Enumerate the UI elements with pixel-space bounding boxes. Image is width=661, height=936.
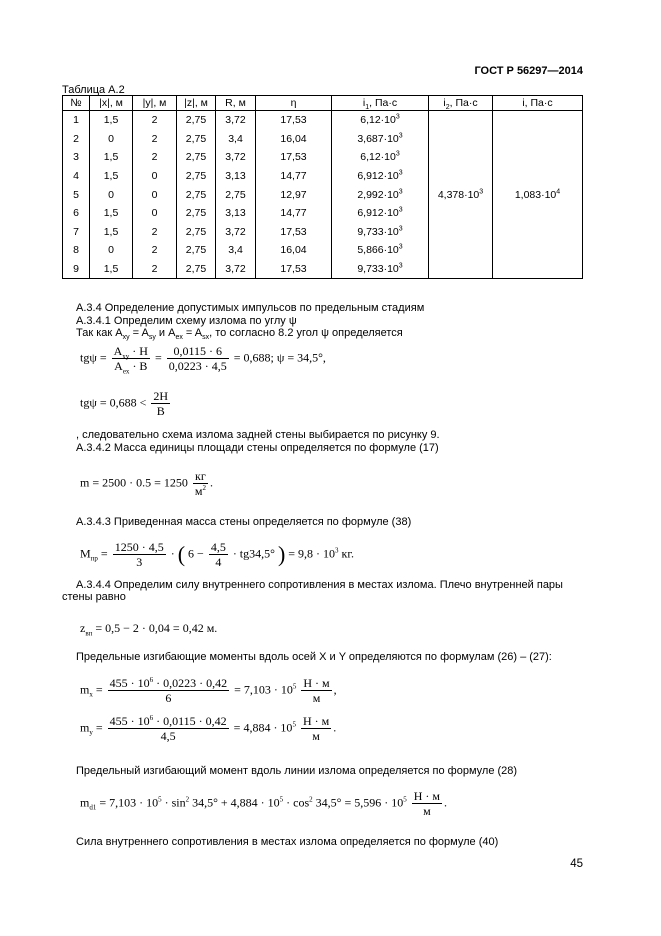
formula-tgpsi-compare: tgψ = 0,688 < $\frac{2H}{B}$ [80, 389, 169, 418]
table-cell: 2,75 [177, 223, 216, 242]
conclusion-text: , следовательно схема излома задней стены выбирается по рисунку 9. [76, 429, 440, 441]
section-a-3-4-2: А.3.4.2 Масса единицы площади стены определяется по формуле (17) [76, 442, 439, 454]
table-cell-i1: $2,992\cdot 10^3$ [332, 185, 429, 204]
table-cell-i1: $6,912\cdot 10^3$ [332, 204, 429, 223]
table-cell: 1,5 [90, 111, 133, 130]
document-id: ГОСТ Р 56297—2014 [474, 65, 583, 77]
table-cell: 7 [63, 223, 90, 242]
table-cell: 2 [133, 241, 177, 260]
table-cell: 3,4 [216, 241, 256, 260]
table-cell: 1,5 [90, 167, 133, 186]
table-cell-i1: $6,912\cdot 10^3$ [332, 167, 429, 186]
force-intro: Сила внутреннего сопротивления в местах излома определяется по формуле (40) [76, 836, 499, 848]
table-cell: 3 [63, 148, 90, 167]
table-cell: 2,75 [177, 260, 216, 279]
table-cell-i: $1,083\cdot 10^4$ [493, 111, 583, 279]
table-cell-i2: $4,378\cdot 10^3$ [429, 111, 493, 279]
table-cell: 17,53 [256, 260, 332, 279]
table-cell: 2,75 [177, 241, 216, 260]
formula-mass: m = 2500 · 0.5 = 1250 $\frac{кг}{м^2}$ . [80, 469, 213, 498]
section-a-3-4-4-cont: стены равно [62, 591, 126, 603]
table-cell: 16,04 [256, 130, 332, 149]
formula-my: $m_y$ = $\frac{455 \cdot 10^6 \cdot 0,0115 \cdot 0,42}{4,5}$ = $4,884 \cdot 10^5$ $\frac{Н \cdot м}{м}$ . [80, 714, 337, 743]
table-cell: 2,75 [177, 148, 216, 167]
table-cell: 14,77 [256, 167, 332, 186]
table-cell-i1: $9,733\cdot 10^3$ [332, 260, 429, 279]
col-header-eta: η [256, 96, 332, 111]
table-cell: 12,97 [256, 185, 332, 204]
table-cell: 2 [133, 260, 177, 279]
table-cell: 3,72 [216, 260, 256, 279]
formula-mx: $m_x$ = $\frac{455 \cdot 10^6 \cdot 0,0223 \cdot 0,42}{6}$ = $7,103 \cdot 10^5$ $\frac{Н \cdot м}{м}$ , [80, 676, 337, 705]
table-cell: 3,72 [216, 223, 256, 242]
table-cell: 2 [133, 148, 177, 167]
table-cell: 2,75 [177, 167, 216, 186]
table-cell: 2,75 [216, 185, 256, 204]
data-table [62, 95, 583, 279]
table-cell: 2,75 [177, 111, 216, 130]
col-header-number: № [63, 96, 90, 111]
col-header-x: |x|, м [90, 96, 133, 111]
table-cell: 1 [63, 111, 90, 130]
table-cell: 0 [90, 185, 133, 204]
col-header-r: R, м [216, 96, 256, 111]
table-caption: Таблица А.2 [62, 84, 125, 96]
table-cell: 3,13 [216, 204, 256, 223]
table-cell: 0 [90, 130, 133, 149]
table-cell: 1,5 [90, 223, 133, 242]
col-header-i2: $i_2$, Па·с [429, 96, 493, 111]
col-header-i: i, Па·с [493, 96, 583, 111]
table-cell: 6 [63, 204, 90, 223]
col-header-y: |y|, м [133, 96, 177, 111]
table-cell: 8 [63, 241, 90, 260]
table-cell-i1: $6,12\cdot 10^3$ [332, 148, 429, 167]
table-cell: 2 [133, 223, 177, 242]
col-header-z: |z|, м [177, 96, 216, 111]
table-cell: 0 [90, 241, 133, 260]
table-cell: 1,5 [90, 260, 133, 279]
table-cell: 0 [133, 167, 177, 186]
table-cell: 14,77 [256, 204, 332, 223]
table-header-row [63, 96, 583, 111]
table-cell: 16,04 [256, 241, 332, 260]
formula-reduced-mass: $M_{пр}$ = $\frac{1250 \cdot 4,5}{3}$ · ( 6 − $\frac{4,5}{4}$ · tg34,5° ) = $9,8 \cdot 10^3$ кг. [80, 540, 354, 569]
moments-intro: Предельные изгибающие моменты вдоль осей X и Y определяются по формулам (26) – (27): [76, 651, 552, 663]
table-cell: 2,75 [177, 185, 216, 204]
table-cell: 5 [63, 185, 90, 204]
moment-line-intro: Предельный изгибающий момент вдоль линии излома определяется по формуле (28) [76, 765, 518, 777]
col-header-i1: $i_1$, Па·с [332, 96, 429, 111]
table-cell: 0 [133, 204, 177, 223]
table-cell: 1,5 [90, 204, 133, 223]
section-a-3-4-4: А.3.4.4 Определим силу внутреннего сопротивления в местах излома. Плечо внутренней пары [76, 579, 563, 591]
table-cell: 0 [133, 185, 177, 204]
table-cell-i1: $5,866\cdot 10^3$ [332, 241, 429, 260]
table-cell: 4 [63, 167, 90, 186]
table-cell: 3,4 [216, 130, 256, 149]
table-cell: 2 [133, 111, 177, 130]
table-cell: 17,53 [256, 111, 332, 130]
table-cell: 17,53 [256, 148, 332, 167]
section-a-3-4-1: А.3.4.1 Определим схему излома по углу ψ [76, 315, 297, 327]
table-cell-i1: $9,733\cdot 10^3$ [332, 223, 429, 242]
section-a-3-4: А.3.4 Определение допустимых импульсов по предельным стадиям [76, 302, 425, 314]
table-cell-i1: $3,687\cdot 10^3$ [332, 130, 429, 149]
formula-md1: $m_{d1} = 7,103 \cdot 10^5 \cdot \sin^2 34,5^\circ + 4,884 \cdot 10^5 \cdot \cos^2 34,5^\circ = 5,596 \cdot 10^5$ $\frac{Н \cdot м}{м}$ . [80, 789, 447, 818]
table-cell: 17,53 [256, 223, 332, 242]
table-cell: 1,5 [90, 148, 133, 167]
table-cell: 3,72 [216, 111, 256, 130]
condition-text: Так как $A_{xy} = A_{sy}$ и $A_{ex} = A_{sx}$, то согласно 8.2 угол ψ определяется [76, 327, 403, 342]
table-cell: 3,72 [216, 148, 256, 167]
table-cell-i1: $6,12\cdot 10^3$ [332, 111, 429, 130]
formula-tgpsi: tgψ = $\frac{A_{xy} \cdot H}{A_{ex} \cdot B}$ = $\frac{0,0115 \cdot 6}{0,0223 \cdot 4,5}$ = 0,688; ψ = 34,5°, [80, 344, 326, 376]
table-cell: 9 [63, 260, 90, 279]
table-cell: 2 [133, 130, 177, 149]
page-number: 45 [570, 858, 583, 870]
section-a-3-4-3: А.3.4.3 Приведенная масса стены определяется по формуле (38) [76, 516, 412, 528]
table-cell: 3,13 [216, 167, 256, 186]
table-cell: 2,75 [177, 204, 216, 223]
table-cell: 2 [63, 130, 90, 149]
table-row [63, 111, 583, 130]
table-cell: 2,75 [177, 130, 216, 149]
formula-lever-arm: $z_{вп} = 0,5 - 2 \cdot 0,04 = 0,42$ м. [80, 621, 218, 638]
